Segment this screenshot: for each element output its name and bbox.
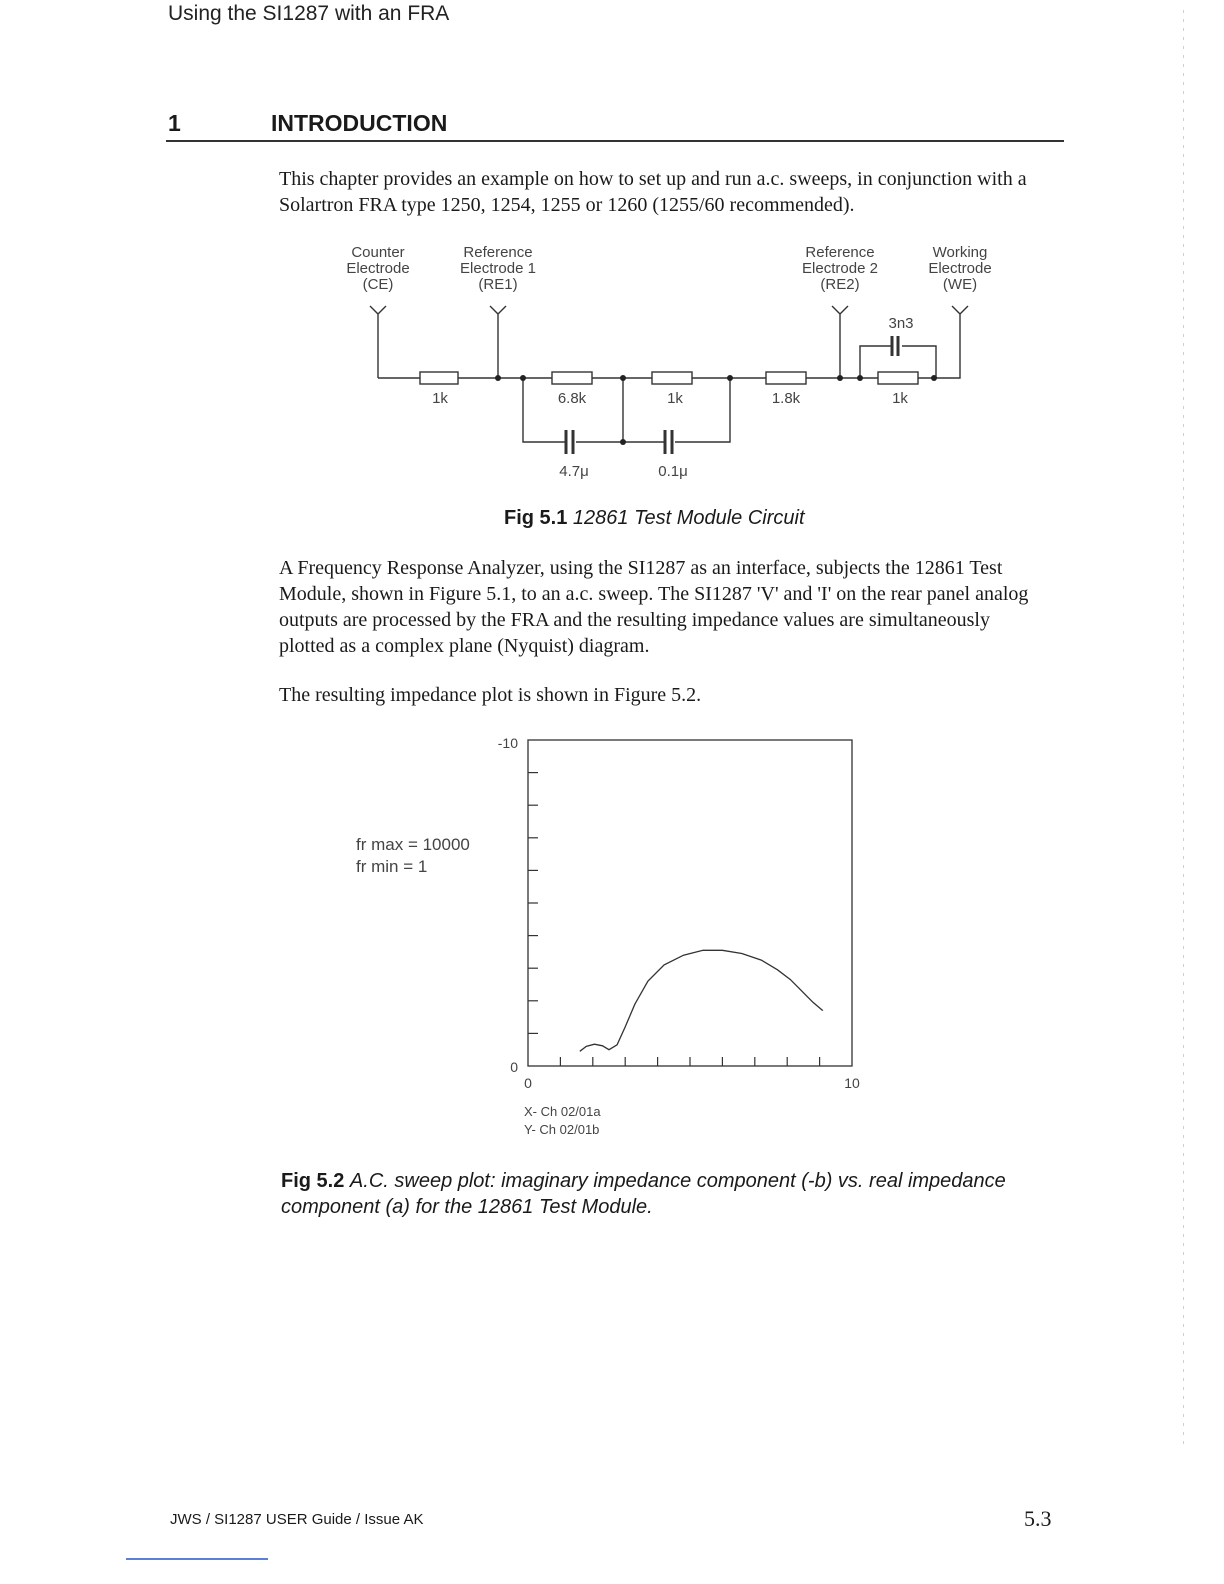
capacitor-c1 (566, 430, 573, 454)
re1-label-3: (RE1) (478, 276, 518, 293)
we-label-2: Electrode (928, 260, 992, 277)
resistor-r2 (552, 372, 592, 384)
resistor-r5 (878, 372, 918, 384)
we-label-1: Working (932, 244, 988, 261)
section-title: INTRODUCTION (271, 110, 448, 136)
re1-terminal (490, 306, 506, 378)
plot-frame (528, 740, 852, 1066)
ce-label-2: Electrode (346, 260, 410, 277)
nyquist-plot (340, 728, 880, 1148)
c1-value: 4.7μ (559, 463, 589, 480)
r1-value: 1k (432, 390, 448, 407)
ce-label-3: (CE) (362, 276, 394, 293)
r2-value: 6.8k (557, 390, 587, 407)
r3-value: 1k (667, 390, 683, 407)
body-paragraph: A Frequency Response Analyzer, using the SI1287 as an interface, subjects the 12861 Test Module, shown in Figure 5.1, to an a.c. sweep. The SI1287 'V' and 'I' on the rear panel analog outputs are processed by the FRA and the resulting impedance values are simultaneously plotted as a complex plane (Nyquist) diagram. (279, 557, 1029, 657)
x-tick-label-right: 10 (844, 1075, 860, 1091)
ce-terminal (370, 306, 386, 378)
intro-paragraph: This chapter provides an example on how to set up and run a.c. sweeps, in conjunction with a Solartron FRA type 1250, 1254, 1255 or 1260 (1255/60 recommended). (279, 168, 1027, 216)
fr-max-annotation: fr max = 10000 (356, 835, 470, 854)
resistor-r1 (420, 372, 458, 384)
resistor-r4 (766, 372, 806, 384)
capacitor-c3 (892, 336, 898, 356)
fr-min-annotation: fr min = 1 (356, 857, 428, 876)
section-heading (166, 108, 1064, 142)
circuit-diagram (330, 236, 1020, 486)
r4-value: 1.8k (771, 390, 801, 407)
y-channel-label: Y- Ch 02/01b (524, 1122, 600, 1137)
we-terminal (934, 306, 968, 378)
re2-terminal (832, 306, 848, 378)
ce-label-1: Counter (351, 244, 405, 261)
footer-doc-id: JWS / SI1287 USER Guide / Issue AK (170, 1511, 424, 1528)
capacitor-c2 (665, 430, 672, 454)
section-number: 1 (168, 110, 181, 136)
re2-label-2: Electrode 2 (802, 260, 878, 277)
c3-value: 3n3 (888, 315, 914, 332)
re1-label-2: Electrode 1 (460, 260, 536, 277)
y-tick-label-bottom: 0 (510, 1059, 518, 1075)
fig2-label: Fig 5.2 (281, 1170, 345, 1192)
x-channel-label: X- Ch 02/01a (524, 1104, 601, 1119)
re1-label-1: Reference (463, 244, 533, 261)
selection-underline (126, 1558, 268, 1560)
fig1-label: Fig 5.1 (504, 507, 568, 529)
we-label-3: (WE) (942, 276, 978, 293)
page-number: 5.3 (1024, 1506, 1052, 1531)
right-margin-rule (1183, 10, 1184, 1450)
fig2-title: A.C. sweep plot: imaginary impedance component (-b) vs. real impedance component (a) for the 12861 Test Module. (281, 1170, 1006, 1218)
resistor-r3 (652, 372, 692, 384)
r5-value: 1k (892, 390, 908, 407)
fig1-title: 12861 Test Module Circuit (572, 507, 805, 529)
running-head: Using the SI1287 with an FRA (168, 2, 450, 25)
fig2-caption (281, 1168, 1041, 1220)
impedance-curve (580, 950, 823, 1051)
x-tick-label-left: 0 (524, 1075, 532, 1091)
c2-value: 0.1μ (658, 463, 688, 480)
fig1-caption (504, 507, 805, 530)
re2-label-3: (RE2) (820, 276, 860, 293)
re2-label-1: Reference (805, 244, 875, 261)
result-paragraph: The resulting impedance plot is shown in Figure 5.2. (279, 684, 702, 706)
y-tick-label-top: -10 (497, 735, 518, 751)
